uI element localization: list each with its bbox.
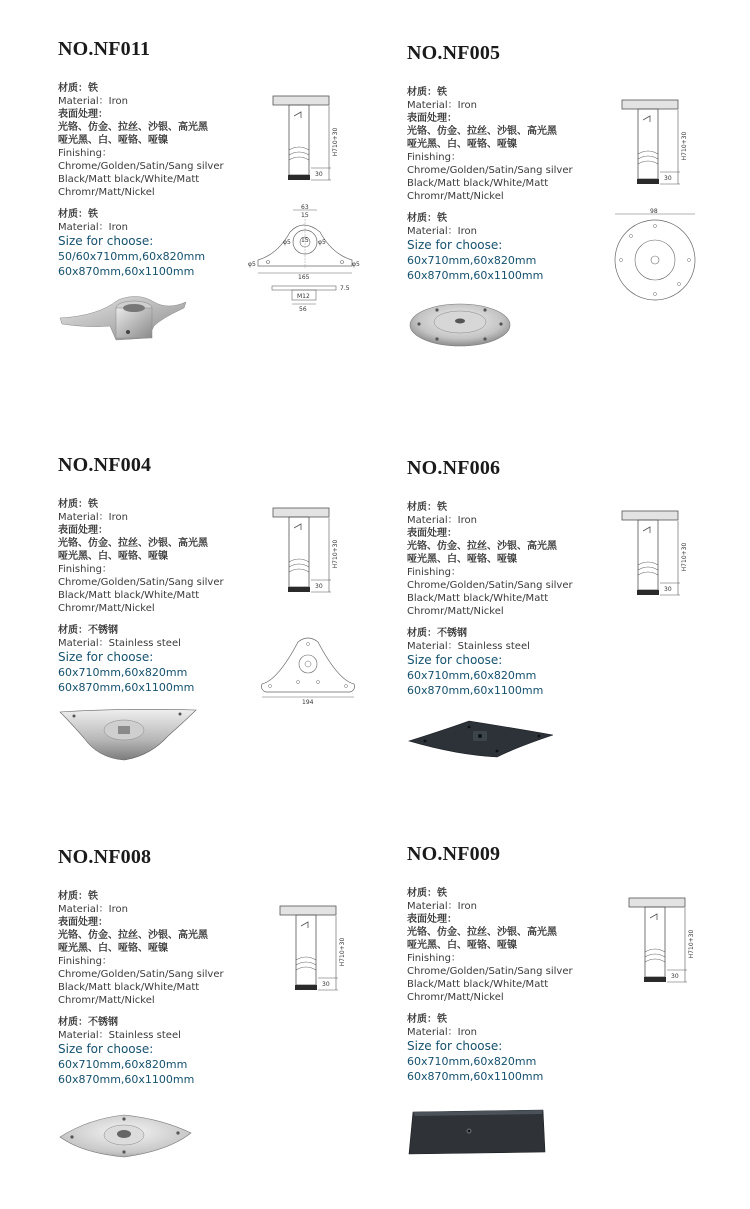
base-height-label: 30: [664, 175, 672, 182]
pole-drawing: [278, 904, 348, 1004]
pole-drawing: [627, 896, 697, 996]
size-1: 50/60x710mm,60x820mm: [58, 250, 206, 263]
material-en: Material：Iron: [407, 901, 477, 912]
finishing-1: Chrome/Golden/Satin/Sang silver: [58, 161, 224, 172]
base-height-label: 30: [322, 981, 330, 988]
size-2: 60x870mm,60x1100mm: [407, 684, 544, 697]
finish-cn-2: 哑光黑、白、哑铬、哑镍: [407, 940, 517, 951]
finishing-3: Chromr/Matt/Nickel: [407, 191, 504, 202]
finishing-3: Chromr/Matt/Nickel: [58, 995, 155, 1006]
product-card-nf009: [407, 843, 747, 1173]
product-photo: [407, 719, 557, 759]
finish-cn-label: 表面处理：: [407, 528, 457, 539]
size-label: Size for choose:: [58, 1042, 154, 1056]
material-cn: 材质：铁: [407, 502, 447, 513]
finishing-label: Finishing：: [407, 567, 461, 578]
height-label: H710+30: [688, 929, 695, 959]
height-label: H710+30: [681, 542, 688, 572]
height-label: H710+30: [339, 937, 346, 967]
size-1: 60x710mm,60x820mm: [407, 669, 537, 682]
product-code: NO.NF008: [58, 846, 152, 868]
size-label: Size for choose:: [407, 653, 503, 667]
size-1: 60x710mm,60x820mm: [407, 254, 537, 267]
spec-list: [58, 82, 258, 279]
pole-drawing: [620, 509, 690, 609]
product-photo: [58, 706, 198, 766]
base-material-cn: 材质：铁: [407, 1014, 447, 1025]
product-photo: [407, 300, 517, 350]
finish-cn-2: 哑光黑、白、哑铬、哑镍: [58, 551, 168, 562]
dim-15b: 15: [301, 237, 309, 244]
product-photo: [58, 288, 188, 358]
product-photo: [407, 1108, 547, 1158]
size-2: 60x870mm,60x1100mm: [58, 681, 195, 694]
finishing-label: Finishing：: [58, 564, 112, 575]
size-label: Size for choose:: [407, 1039, 503, 1053]
finishing-2: Black/Matt black/White/Matt: [407, 178, 549, 189]
base-drawing: [258, 634, 358, 706]
finishing-3: Chromr/Matt/Nickel: [58, 603, 155, 614]
material-en: Material：Iron: [58, 512, 128, 523]
dim-phi5c: φ5: [248, 261, 256, 268]
finishing-1: Chrome/Golden/Satin/Sang silver: [407, 580, 573, 591]
dim-15a: 15: [301, 212, 309, 219]
pole-drawing: [271, 94, 341, 194]
base-material-en: Material：Iron: [407, 226, 477, 237]
spec-list: [58, 890, 258, 1087]
finish-cn-label: 表面处理：: [58, 109, 108, 120]
finishing-label: Finishing：: [58, 956, 112, 967]
product-code: NO.NF011: [58, 38, 151, 60]
size-2: 60x870mm,60x1100mm: [407, 1070, 544, 1083]
base-height-label: 30: [671, 973, 679, 980]
material-cn: 材质：铁: [58, 891, 98, 902]
finishing-1: Chrome/Golden/Satin/Sang silver: [407, 966, 573, 977]
base-height-label: 30: [315, 171, 323, 178]
product-code: NO.NF006: [407, 457, 501, 479]
pole-drawing: [271, 506, 341, 606]
finish-cn-1: 光铬、仿金、拉丝、沙银、高光黑: [58, 538, 208, 549]
material-en: Material：Iron: [407, 515, 477, 526]
product-card-nf008: [58, 846, 398, 1176]
dim-165: 165: [298, 274, 310, 281]
finishing-label: Finishing：: [407, 953, 461, 964]
size-2: 60x870mm,60x1100mm: [58, 1073, 195, 1086]
pole-drawing: [620, 98, 690, 198]
dim-194: 194: [302, 699, 314, 706]
finishing-label: Finishing：: [407, 152, 461, 163]
finishing-1: Chrome/Golden/Satin/Sang silver: [58, 969, 224, 980]
size-label: Size for choose:: [58, 234, 154, 248]
dim-56: 56: [299, 306, 307, 313]
base-material-cn: 材质：不锈钢: [407, 628, 467, 639]
base-material-cn: 材质：铁: [58, 209, 98, 220]
finishing-2: Black/Matt black/White/Matt: [58, 590, 200, 601]
height-label: H710+30: [332, 539, 339, 569]
finishing-2: Black/Matt black/White/Matt: [407, 979, 549, 990]
material-cn: 材质：铁: [58, 499, 98, 510]
finishing-2: Black/Matt black/White/Matt: [407, 593, 549, 604]
spec-list: [407, 887, 607, 1084]
spec-list: [407, 86, 607, 283]
finish-cn-label: 表面处理：: [58, 917, 108, 928]
material-en: Material：Iron: [58, 904, 128, 915]
size-1: 60x710mm,60x820mm: [58, 666, 188, 679]
product-code: NO.NF004: [58, 454, 152, 476]
size-1: 60x710mm,60x820mm: [407, 1055, 537, 1068]
product-card-nf004: [58, 454, 398, 784]
dim-7-5: 7.5: [340, 285, 350, 292]
material-en: Material：Iron: [58, 96, 128, 107]
size-2: 60x870mm,60x1100mm: [58, 265, 195, 278]
finish-cn-1: 光铬、仿金、拉丝、沙银、高光黑: [58, 122, 208, 133]
material-cn: 材质：铁: [407, 888, 447, 899]
dim-phi5b: φ5: [318, 239, 326, 246]
finishing-3: Chromr/Matt/Nickel: [58, 187, 155, 198]
finish-cn-2: 哑光黑、白、哑铬、哑镍: [407, 554, 517, 565]
product-code: NO.NF009: [407, 843, 501, 865]
base-material-en: Material：Stainless steel: [58, 638, 181, 649]
finish-cn-2: 哑光黑、白、哑铬、哑镍: [58, 943, 168, 954]
finishing-1: Chrome/Golden/Satin/Sang silver: [58, 577, 224, 588]
base-material-en: Material：Stainless steel: [407, 641, 530, 652]
spec-list: [407, 501, 607, 698]
material-en: Material：Iron: [407, 100, 477, 111]
dim-63: 63: [301, 204, 309, 211]
base-drawing: [248, 204, 363, 314]
finish-cn-label: 表面处理：: [407, 914, 457, 925]
finish-cn-1: 光铬、仿金、拉丝、沙银、高光黑: [407, 927, 557, 938]
dim-phi5d: φ5: [352, 261, 360, 268]
base-material-cn: 材质：不锈钢: [58, 1017, 118, 1028]
dim-phi5a: φ5: [283, 239, 291, 246]
base-material-en: Material：Iron: [58, 222, 128, 233]
finish-cn-label: 表面处理：: [407, 113, 457, 124]
base-material-en: Material：Iron: [407, 1027, 477, 1038]
base-material-en: Material：Stainless steel: [58, 1030, 181, 1041]
base-drawing: [610, 208, 700, 303]
finishing-3: Chromr/Matt/Nickel: [407, 992, 504, 1003]
base-material-cn: 材质：不锈钢: [58, 625, 118, 636]
height-label: H710+30: [681, 131, 688, 161]
finish-cn-1: 光铬、仿金、拉丝、沙银、高光黑: [407, 541, 557, 552]
product-card-nf006: [407, 457, 747, 787]
size-1: 60x710mm,60x820mm: [58, 1058, 188, 1071]
size-label: Size for choose:: [58, 650, 154, 664]
product-code: NO.NF005: [407, 42, 501, 64]
product-card-nf005: [407, 42, 747, 372]
finish-cn-label: 表面处理：: [58, 525, 108, 536]
product-photo: [58, 1111, 193, 1161]
dim-m12: M12: [297, 293, 310, 300]
material-cn: 材质：铁: [58, 83, 98, 94]
finishing-label: Finishing：: [58, 148, 112, 159]
finishing-2: Black/Matt black/White/Matt: [58, 174, 200, 185]
material-cn: 材质：铁: [407, 87, 447, 98]
finish-cn-1: 光铬、仿金、拉丝、沙银、高光黑: [58, 930, 208, 941]
size-2: 60x870mm,60x1100mm: [407, 269, 544, 282]
finish-cn-2: 哑光黑、白、哑铬、哑镍: [58, 135, 168, 146]
product-card-nf011: [58, 38, 398, 368]
finish-cn-1: 光铬、仿金、拉丝、沙银、高光黑: [407, 126, 557, 137]
finishing-2: Black/Matt black/White/Matt: [58, 982, 200, 993]
base-height-label: 30: [664, 586, 672, 593]
finishing-1: Chrome/Golden/Satin/Sang silver: [407, 165, 573, 176]
spec-list: [58, 498, 258, 695]
base-material-cn: 材质：铁: [407, 213, 447, 224]
size-label: Size for choose:: [407, 238, 503, 252]
dim-98: 98: [650, 208, 658, 215]
finishing-3: Chromr/Matt/Nickel: [407, 606, 504, 617]
base-height-label: 30: [315, 583, 323, 590]
finish-cn-2: 哑光黑、白、哑铬、哑镍: [407, 139, 517, 150]
height-label: H710+30: [332, 127, 339, 157]
